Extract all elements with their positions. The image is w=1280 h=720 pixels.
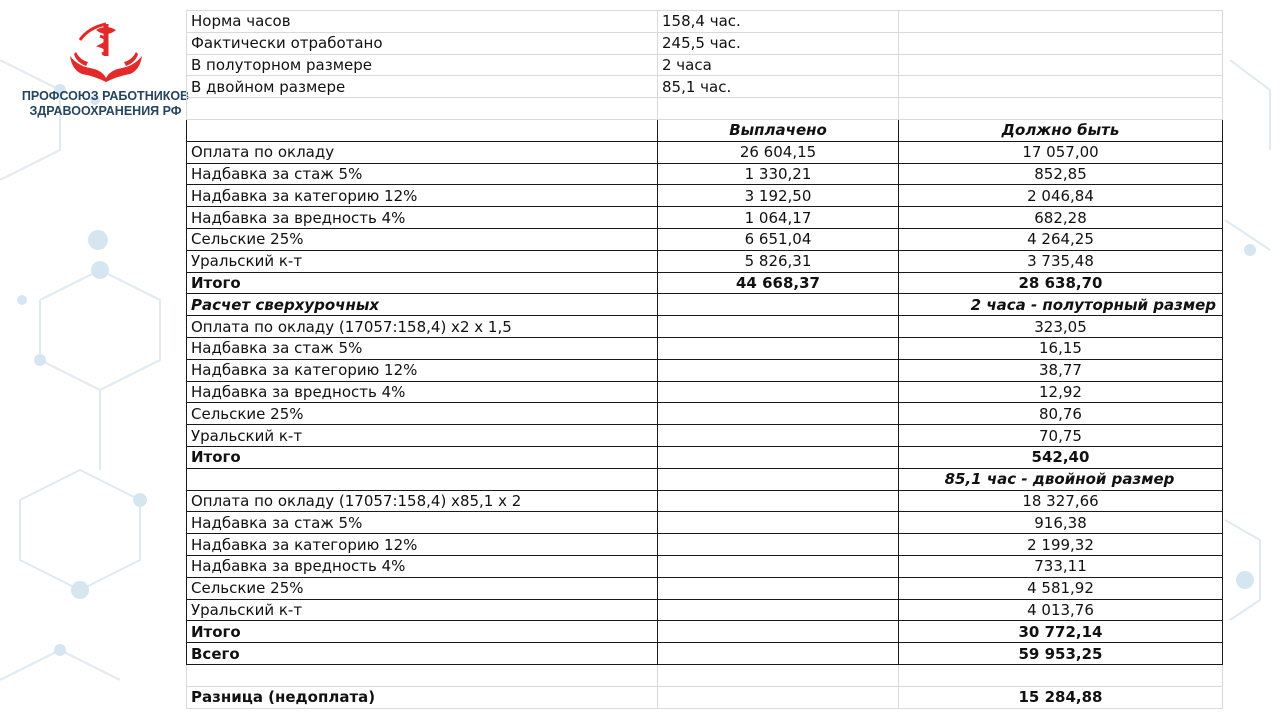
row-value: 16,15 (899, 337, 1223, 359)
table-row (187, 599, 1223, 621)
difference-value: 15 284,88 (899, 686, 1223, 708)
table-row (187, 185, 1223, 207)
table-row (187, 228, 1223, 250)
row-label: Надбавка за стаж 5% (187, 512, 658, 534)
table-row (187, 490, 1223, 512)
column-header-paid: Выплачено (658, 119, 899, 141)
row-value: 2 199,32 (899, 534, 1223, 556)
hours-value: 158,4 час. (658, 11, 899, 33)
total-should: 28 638,70 (899, 272, 1223, 294)
hours-row (187, 32, 1223, 54)
row-should: 3 735,48 (899, 250, 1223, 272)
row-paid: 6 651,04 (658, 228, 899, 250)
table-row (187, 425, 1223, 447)
logo-text-line1: ПРОФСОЮЗ РАБОТНИКОВ (21, 89, 190, 103)
row-label: Надбавка за вредность 4% (187, 381, 658, 403)
overtime-15-heading: 2 часа - полуторный размер (899, 294, 1223, 316)
row-value: 323,05 (899, 316, 1223, 338)
row-label: Сельские 25% (187, 577, 658, 599)
row-label: Надбавка за вредность 4% (187, 555, 658, 577)
column-header-row (187, 119, 1223, 141)
row-paid: 3 192,50 (658, 185, 899, 207)
row-value: 38,77 (899, 359, 1223, 381)
row-value: 18 327,66 (899, 490, 1223, 512)
row-paid: 5 826,31 (658, 250, 899, 272)
row-label: Надбавка за категорию 12% (187, 359, 658, 381)
hours-label: Норма часов (187, 11, 658, 33)
difference-row (187, 686, 1223, 708)
row-paid: 1 330,21 (658, 163, 899, 185)
table-row (187, 555, 1223, 577)
row-should: 852,85 (899, 163, 1223, 185)
row-label: Надбавка за стаж 5% (187, 337, 658, 359)
hours-label: Фактически отработано (187, 32, 658, 54)
row-label: Уральский к-т (187, 250, 658, 272)
logo-text-line2: ЗДРАВООХРАНЕНИЯ РФ (29, 104, 182, 118)
row-value: 4 013,76 (899, 599, 1223, 621)
row-label: Оплата по окладу (17057:158,4) х85,1 х 2 (187, 490, 658, 512)
row-value: 12,92 (899, 381, 1223, 403)
total-value: 30 772,14 (899, 621, 1223, 643)
overtime-title: Расчет сверхурочных (187, 294, 658, 316)
row-paid: 26 604,15 (658, 141, 899, 163)
grand-total-label: Всего (187, 643, 658, 665)
table-row (187, 534, 1223, 556)
row-value: 70,75 (899, 425, 1223, 447)
caduceus-hands-icon (66, 16, 146, 86)
hours-row (187, 11, 1223, 33)
table-row (187, 163, 1223, 185)
overtime-2-heading: 85,1 час - двойной размер (899, 468, 1223, 490)
overtime-2-total-row (187, 621, 1223, 643)
table-row (187, 359, 1223, 381)
row-value: 733,11 (899, 555, 1223, 577)
total-label: Итого (187, 272, 658, 294)
row-value: 916,38 (899, 512, 1223, 534)
row-should: 2 046,84 (899, 185, 1223, 207)
grand-total-row (187, 643, 1223, 665)
hours-row (187, 76, 1223, 98)
table-row (187, 141, 1223, 163)
row-label: Уральский к-т (187, 599, 658, 621)
hours-label: В двойном размере (187, 76, 658, 98)
table-row (187, 207, 1223, 229)
grand-total-value: 59 953,25 (899, 643, 1223, 665)
row-value: 4 581,92 (899, 577, 1223, 599)
overtime-title-row (187, 294, 1223, 316)
salary-calculation-sheet (186, 10, 1222, 709)
table-row (187, 577, 1223, 599)
row-label: Надбавка за стаж 5% (187, 163, 658, 185)
union-logo (18, 14, 188, 124)
difference-label: Разница (недоплата) (187, 686, 658, 708)
total-paid: 44 668,37 (658, 272, 899, 294)
table-row (187, 381, 1223, 403)
column-header-should: Должно быть (899, 119, 1223, 141)
hours-label: В полуторном размере (187, 54, 658, 76)
row-should: 682,28 (899, 207, 1223, 229)
row-label: Оплата по окладу (187, 141, 658, 163)
base-total-row (187, 272, 1223, 294)
hours-value: 85,1 час. (658, 76, 899, 98)
row-label: Надбавка за вредность 4% (187, 207, 658, 229)
calculation-table (186, 10, 1223, 709)
table-row (187, 250, 1223, 272)
total-label: Итого (187, 621, 658, 643)
row-label: Уральский к-т (187, 425, 658, 447)
row-paid: 1 064,17 (658, 207, 899, 229)
row-label: Надбавка за категорию 12% (187, 534, 658, 556)
hours-value: 245,5 час. (658, 32, 899, 54)
hours-row (187, 54, 1223, 76)
row-should: 17 057,00 (899, 141, 1223, 163)
table-row (187, 316, 1223, 338)
overtime-15-total-row (187, 446, 1223, 468)
row-label: Сельские 25% (187, 228, 658, 250)
total-label: Итого (187, 446, 658, 468)
row-label: Оплата по окладу (17057:158,4) х2 х 1,5 (187, 316, 658, 338)
row-label: Сельские 25% (187, 403, 658, 425)
table-row (187, 512, 1223, 534)
row-value: 80,76 (899, 403, 1223, 425)
hours-value: 2 часа (658, 54, 899, 76)
table-row (187, 403, 1223, 425)
row-label: Надбавка за категорию 12% (187, 185, 658, 207)
overtime-2-heading-row (187, 468, 1223, 490)
table-row (187, 337, 1223, 359)
row-should: 4 264,25 (899, 228, 1223, 250)
total-value: 542,40 (899, 446, 1223, 468)
